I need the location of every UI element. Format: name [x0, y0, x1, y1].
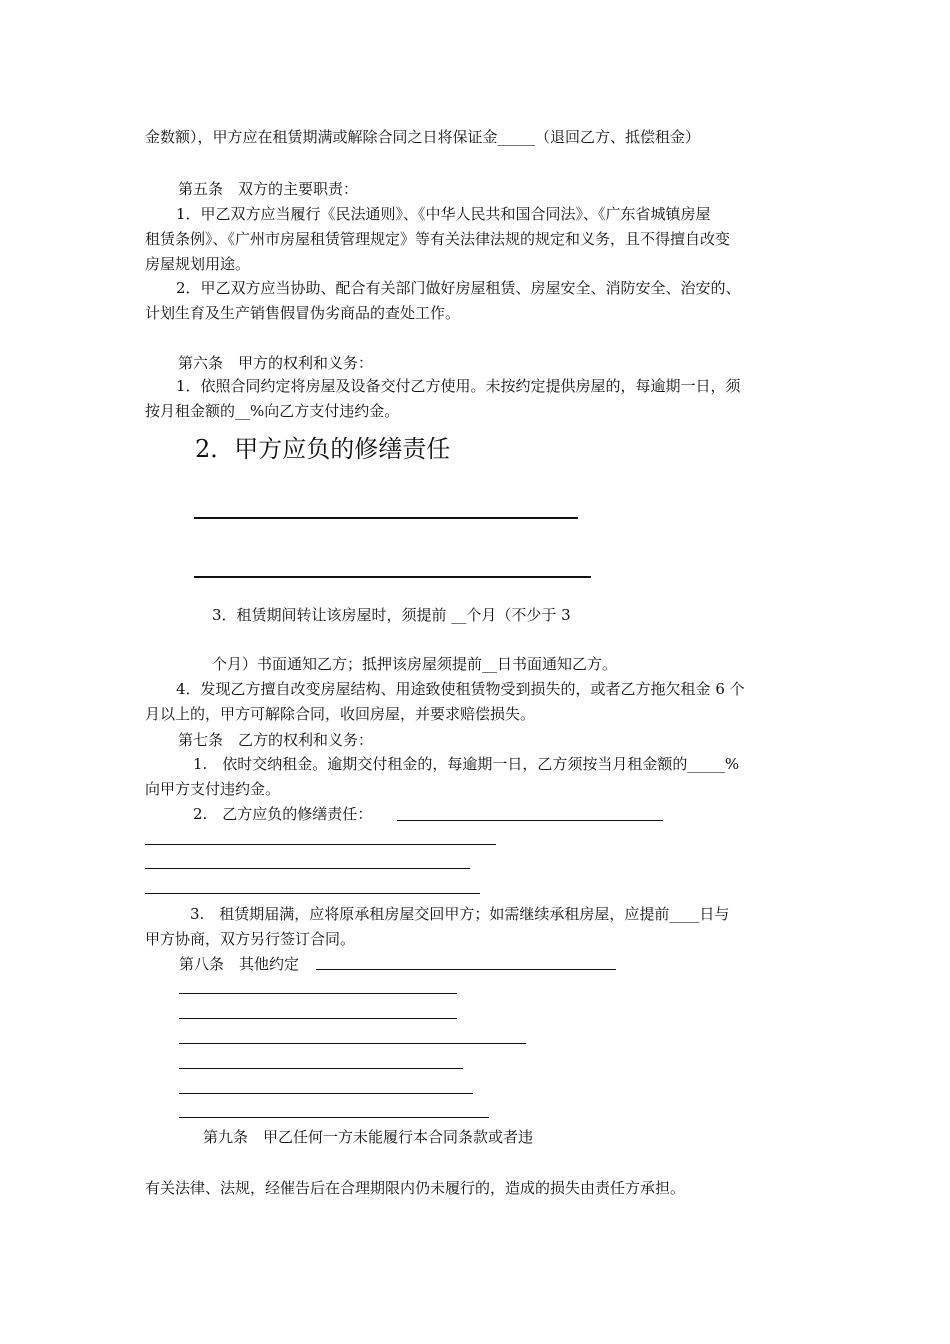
blank-line — [179, 1117, 489, 1118]
text-line: 月以上的，甲方可解除合同，收回房屋，并要求赔偿损失。 — [145, 705, 536, 723]
article-9-title: 第九条 甲乙任何一方未能履行本合同条款或者违 — [203, 1128, 534, 1146]
text-line: 1．依照合同约定将房屋及设备交付乙方使用。未按约定提供房屋的，每逾期一日，须 — [176, 377, 741, 395]
text-line: 1. 依时交纳租金。逾期交付租金的，每逾期一日，乙方须按当月租金额的_____% — [193, 755, 740, 773]
article-8-title: 第八条 其他约定 — [179, 955, 300, 973]
blank-line — [179, 1043, 526, 1044]
text-line: 有关法律、法规，经催告后在合理期限内仍未履行的，造成的损失由责任方承担。 — [145, 1179, 686, 1197]
article-6-item-2: 2．甲方应负的修缮责任 — [195, 435, 451, 463]
blank-line — [179, 1018, 457, 1019]
text-line: 金数额），甲方应在租赁期满或解除合同之日将保证金_____（退回乙方、抵偿租金） — [145, 128, 701, 146]
blank-line — [179, 1068, 463, 1069]
text-line: 3．租赁期间转让该房屋时，须提前 __个月（不少于 3 — [212, 606, 571, 624]
blank-line — [145, 868, 470, 869]
blank-line — [145, 844, 496, 845]
blank-line — [316, 969, 616, 970]
article-7-title: 第七条 乙方的权利和义务： — [178, 731, 374, 749]
article-5-title: 第五条 双方的主要职责： — [178, 180, 359, 198]
article-6-title: 第六条 甲方的权利和义务： — [178, 354, 374, 372]
text-line: 租赁条例》、《广州市房屋租赁管理规定》等有关法律法规的规定和义务，且不得擅自改变 — [145, 230, 731, 248]
text-line: 2. 乙方应负的修缮责任： — [193, 805, 373, 823]
text-line: 房屋规划用途。 — [145, 255, 251, 273]
text-line: 1．甲乙双方应当履行《民法通则》、《中华人民共和国合同法》、《广东省城镇房屋 — [176, 205, 711, 223]
text-line: 计划生育及生产销售假冒伪劣商品的查处工作。 — [145, 304, 461, 322]
blank-line — [145, 893, 480, 894]
blank-line — [179, 993, 457, 994]
blank-line — [179, 1093, 473, 1094]
text-line: 甲方协商，双方另行签订合同。 — [145, 930, 356, 948]
text-line: 2．甲乙双方应当协助、配合有关部门做好房屋租赁、房屋安全、消防安全、治安的、 — [176, 279, 741, 297]
text-line: 按月租金额的__%向乙方支付违约金。 — [145, 402, 400, 420]
text-line: 个月）书面通知乙方；抵押该房屋须提前__日书面通知乙方。 — [212, 655, 618, 673]
text-line: 4．发现乙方擅自改变房屋结构、用途致使租赁物受到损失的，或者乙方拖欠租金 6 个 — [176, 680, 745, 698]
blank-line — [194, 576, 591, 578]
text-line: 向甲方支付违约金。 — [145, 780, 281, 798]
blank-line — [397, 820, 663, 821]
blank-line — [194, 517, 578, 519]
text-line: 3. 租赁期届满，应将原承租房屋交回甲方；如需继续承租房屋，应提前____日与 — [190, 905, 730, 923]
